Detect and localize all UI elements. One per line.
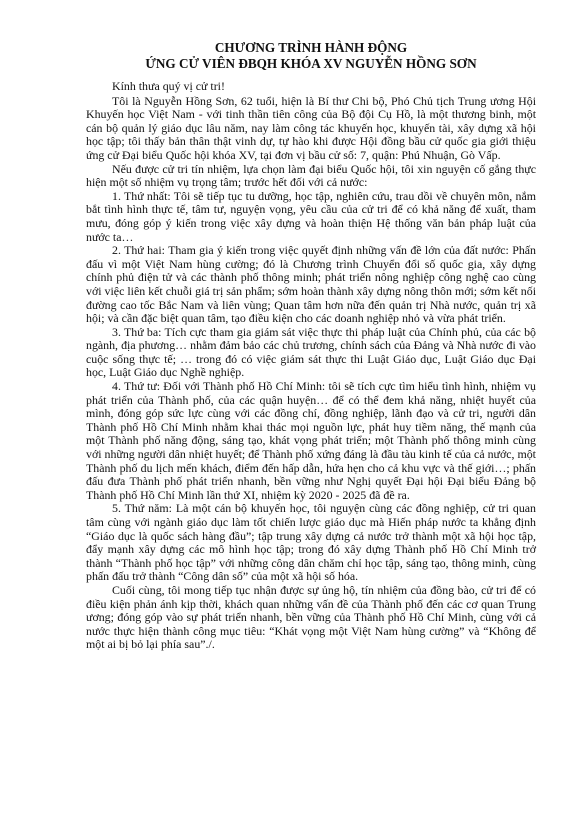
introduction-paragraph: Tôi là Nguyễn Hồng Sơn, 62 tuổi, hiện là Bí thư Chi bộ, Phó Chủ tịch Trung ương Hội Khuyến học Việt Nam - với tinh thần tiên công của Bộ đội Cụ Hồ, là một thương binh, một cán bộ quản lý giáo dục lâu năm, nay làm công tác khuyến học, khuyến tài, xây dựng xã hội học tập; tôi thấy bản thân thật vinh dự, tự hào khi được Hội đồng bầu cử quốc gia giới thiệu ứng cử Đại biểu Quốc hội khóa XV, tại đơn vị bầu cử số: 7, quận: Phú Nhuận, Gò Vấp. xyxy=(86,93,536,162)
task-2-paragraph: 2. Thứ hai: Tham gia ý kiến trong việc quyết định những vấn đề lớn của đất nước: Phấn đấu vì một Việt Nam hùng cường; đó là Chương trình Chuyển đổi số quốc gia, xây dựng chính phủ điện tử và các thành phố thông minh; phát triển nông nghiệp công nghệ cao cùng với việc liên kết chuỗi giá trị sản phẩm; sớm hoàn thành xây dựng nông thôn mới; sớm kết nối đường cao tốc Bắc Nam và liên vùng; Quan tâm hơn nữa đến quản trị Nhà nước, quản trị xã hội; và cần đặc biệt quan tâm, tạo điều kiện cho các doanh nghiệp nhỏ và vừa phát triển. xyxy=(86,243,536,326)
title-block xyxy=(86,40,536,72)
task-5-paragraph: 5. Thứ năm: Là một cán bộ khuyến học, tôi nguyện cùng các đồng nghiệp, cử tri quan tâm cùng với ngành giáo dục làm tốt chiến lược giáo dục mà Hiến pháp nước ta khẳng định “Giáo dục là quốc sách hàng đầu”; tập trung xây dựng cả nước trở thành một xã hội học tập, đẩy mạnh xây dựng các mô hình học tập; trong đó xây dựng Thành phố Hồ Chí Minh trở thành “Thành phố học tập” với những công dân chăm chỉ học tập, sáng tạo, thông minh, cùng phấn đấu trở thành “Công dân số” của một xã hội số hóa. xyxy=(86,501,536,584)
closing-paragraph: Cuối cùng, tôi mong tiếp tục nhận được sự ủng hộ, tín nhiệm của đồng bào, cử tri để có điều kiện phản ánh kịp thời, khách quan những vấn đề của Thành phố đến các cơ quan Trung ương; đóng góp vào sự phát triển nhanh, bền vững của Thành phố Hồ Chí Minh, cùng với cả nước thực hiện thành công mục tiêu: “Khát vọng một Việt Nam hùng cường” và “Không để một ai bị bỏ lại phía sau”./. xyxy=(86,582,536,652)
document-body xyxy=(86,80,536,652)
task-1-paragraph: 1. Thứ nhất: Tôi sẽ tiếp tục tu dưỡng, học tập, nghiên cứu, trau dồi về chuyên môn, nắm bắt tình hình thực tế, tâm tư, nguyện vọng, yêu cầu của cử tri để có khả năng để xuất, tham mưu, đóng góp ý kiến trong việc xây dựng và hoàn thiện Hệ thống văn bản pháp luật của nước ta… xyxy=(86,188,536,244)
document-title-line-2: ỨNG CỬ VIÊN ĐBQH KHÓA XV NGUYỄN HỒNG SƠN xyxy=(145,56,477,71)
task-3-paragraph: 3. Thứ ba: Tích cực tham gia giám sát việc thực thi pháp luật của Chính phủ, của các bộ ngành, địa phương… nhằm đảm bảo các chủ trương, chính sách của Đảng và Nhà nước đi vào cuộc sống thực tế; … trong đó có việc giám sát thực thi Luật Giáo dục, Luật Giáo dục Đại học, Luật Giáo dục Nghề nghiệp. xyxy=(86,324,536,380)
document-title-line-1: CHƯƠNG TRÌNH HÀNH ĐỘNG xyxy=(214,40,408,55)
greeting-paragraph: Kính thưa quý vị cử tri! xyxy=(112,79,225,93)
commitment-paragraph: Nếu được cử tri tín nhiệm, lựa chọn làm đại biểu Quốc hội, tôi xin nguyện cố gắng thực hiện một số nhiệm vụ trọng tâm; trước hết đối với cả nước: xyxy=(86,161,536,190)
task-4-paragraph: 4. Thứ tư: Đối với Thành phố Hồ Chí Minh: tôi sẽ tích cực tìm hiểu tình hình, nhiệm vụ phát triển của Thành phố, của các quận huyện… để có thể đem khả năng, nhiệt huyết của mình, đóng góp sức lực cùng với các đồng chí, đồng nghiệp, lãnh đạo và cử tri, người dân Thành phố Hồ Chí Minh nhằm khai thác mọi nguồn lực, phát huy tiềm năng, thế mạnh của một Thành phố năng động, sáng tạo, khát vọng phát triển; một Thành phố thông minh cùng với những người dân nhiệt huyết; để Thành phố xứng đáng là đầu tàu kinh tế của cả nước, một Thành phố du lịch mến khách, điểm đến hấp dẫn, hứa hẹn cho cả khu vực và thế giới…; phấn đấu đưa Thành phố phát triển nhanh, bền vững như Nghị quyết Đại hội Đại biểu Đảng bộ Thành phố Hồ Chí Minh lần thứ XI, nhiệm kỳ 2020 - 2025 đã đề ra. xyxy=(86,379,536,502)
